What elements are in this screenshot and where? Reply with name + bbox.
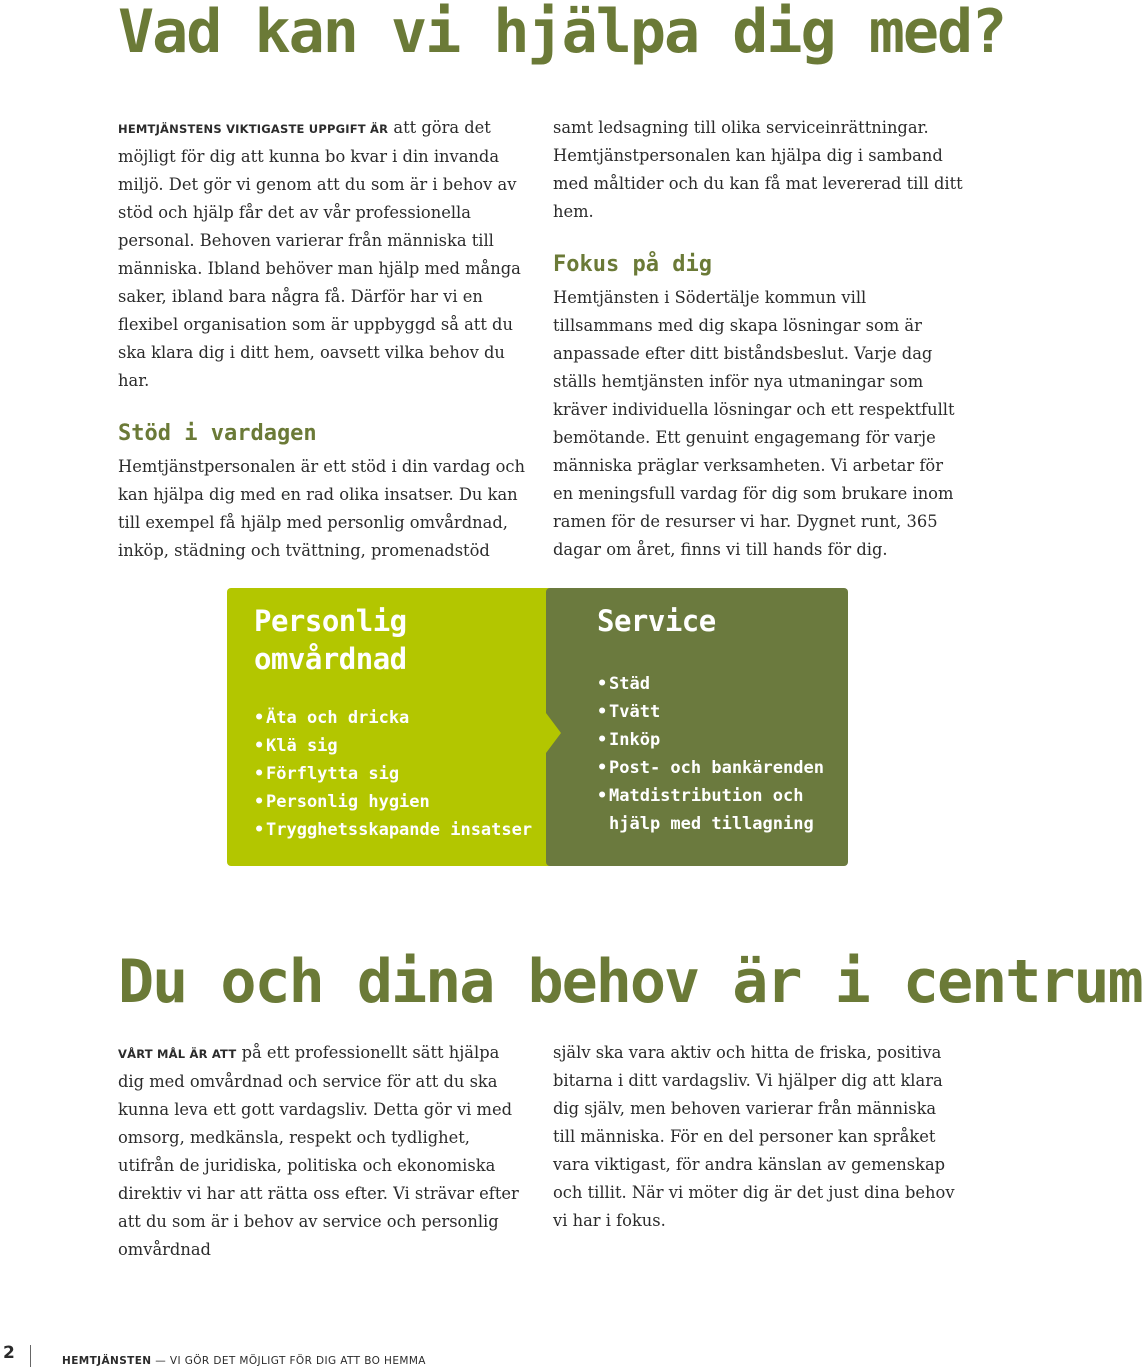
section-title-centrum: Du och dina behov är i centrum xyxy=(118,947,1142,1017)
list-item: • Klä sig xyxy=(254,732,567,760)
intro-paragraph xyxy=(118,114,528,395)
heading-stod-i-vardagen: Stöd i vardagen xyxy=(118,421,317,446)
page-title: Vad kan vi hjälpa dig med? xyxy=(118,0,1006,67)
intro-lead: HEMTJÄNSTENS VIKTIGASTE UPPGIFT ÄR xyxy=(118,122,389,136)
centrum-column-left xyxy=(118,1039,528,1264)
stod-paragraph-part2: samt ledsagning till olika serviceinrättningar. Hemtjänstpersonalen kan hjälpa dig i samband med måltider och du kan få mat levererad till ditt hem. xyxy=(553,118,963,221)
list-item: • Inköp xyxy=(597,726,848,754)
service-box xyxy=(546,588,848,866)
list-item: • Äta och dricka xyxy=(254,704,567,732)
list-item-continuation: hjälp med tillagning xyxy=(609,814,814,834)
centrum-paragraph-part1: VÅRT MÅL ÄR ATT på ett professionellt sätt hjälpa dig med omvårdnad och service för att du ska kunna leva ett gott vardagsliv. Detta gör vi med omsorg, medkänsla, respekt och tydlighet, utifrån de juridiska, politiska och ekonomiska direktiv vi har att rätta oss efter. Vi strävar efter att du som är i behov av service och personlig omvårdnad xyxy=(118,1043,519,1259)
heading-fokus-pa-dig: Fokus på dig xyxy=(553,252,712,277)
page-number: 2 xyxy=(3,1343,15,1363)
box-arrow-icon xyxy=(546,713,561,753)
footer-tagline: VI GÖR DET MÖJLIGT FÖR DIG ATT BO HEMMA xyxy=(169,1355,426,1367)
personlig-omvardnad-title: Personlig omvårdnad xyxy=(254,604,407,676)
personlig-omvardnad-box xyxy=(227,588,567,866)
list-item: • Förflytta sig xyxy=(254,760,567,788)
list-item: • Tvätt xyxy=(597,698,848,726)
footer-text xyxy=(62,1355,426,1367)
centrum-paragraph-part2: själv ska vara aktiv och hitta de friska, positiva bitarna i ditt vardagsliv. Vi hjälper dig att klara dig själv, men behoven varierar från människa till människa. För en del personer kan språket vara viktigast, för andra känslan av gemenskap och tillit. När vi möter dig är det just dina behov vi har i fokus. xyxy=(553,1043,955,1230)
list-item: • Städ xyxy=(597,670,848,698)
footer-separator: — xyxy=(155,1355,167,1367)
list-item: • Post- och bankärenden xyxy=(597,754,848,782)
list-item: • Trygghetsskapande insatser xyxy=(254,816,567,844)
intro-text-part1: att göra det möjligt för dig att kunna bo kvar i din invanda miljö. Det gör vi genom att du som är i behov av stöd och hjälp får det av vår professionella personal. Behoven varierar från människa till människa. Ibland behöver man hjälp med många saker, ibland bara några få. Därför har vi en flexibel organisation som är uppbyggd så att du ska klara dig i ditt hem, oavsett vilka behov du har. xyxy=(118,118,521,390)
service-title: Service xyxy=(597,604,716,638)
footer-brand: HEMTJÄNSTEN xyxy=(62,1355,152,1367)
page-footer xyxy=(0,1343,960,1370)
list-item: • Matdistribution och xyxy=(597,782,848,810)
list-item: • Personlig hygien xyxy=(254,788,567,816)
personlig-omvardnad-list xyxy=(254,704,567,844)
centrum-column-right xyxy=(553,1039,963,1235)
service-list xyxy=(597,670,848,838)
intro-column-left xyxy=(118,114,528,565)
intro-column-right xyxy=(553,114,963,564)
centrum-lead: VÅRT MÅL ÄR ATT xyxy=(118,1047,237,1061)
stod-paragraph-part1: Hemtjänstpersonalen är ett stöd i din vardag och kan hjälpa dig med en rad olika insatser. Du kan till exempel få hjälp med personlig omvårdnad, inköp, städning och tvättning, promenadstöd xyxy=(118,457,525,560)
fokus-paragraph: Hemtjänsten i Södertälje kommun vill tillsammans med dig skapa lösningar som är anpassade efter ditt biståndsbeslut. Varje dag ställs hemtjänsten inför nya utmaningar som kräver individuella lösningar och ett respektfullt bemötande. Ett genuint engagemang för varje människa präglar verksamheten. Vi arbetar för en meningsfull vardag för dig som brukare inom ramen för de resurser vi har. Dygnet runt, 365 dagar om året, finns vi till hands för dig. xyxy=(553,288,955,559)
footer-divider xyxy=(30,1345,31,1367)
